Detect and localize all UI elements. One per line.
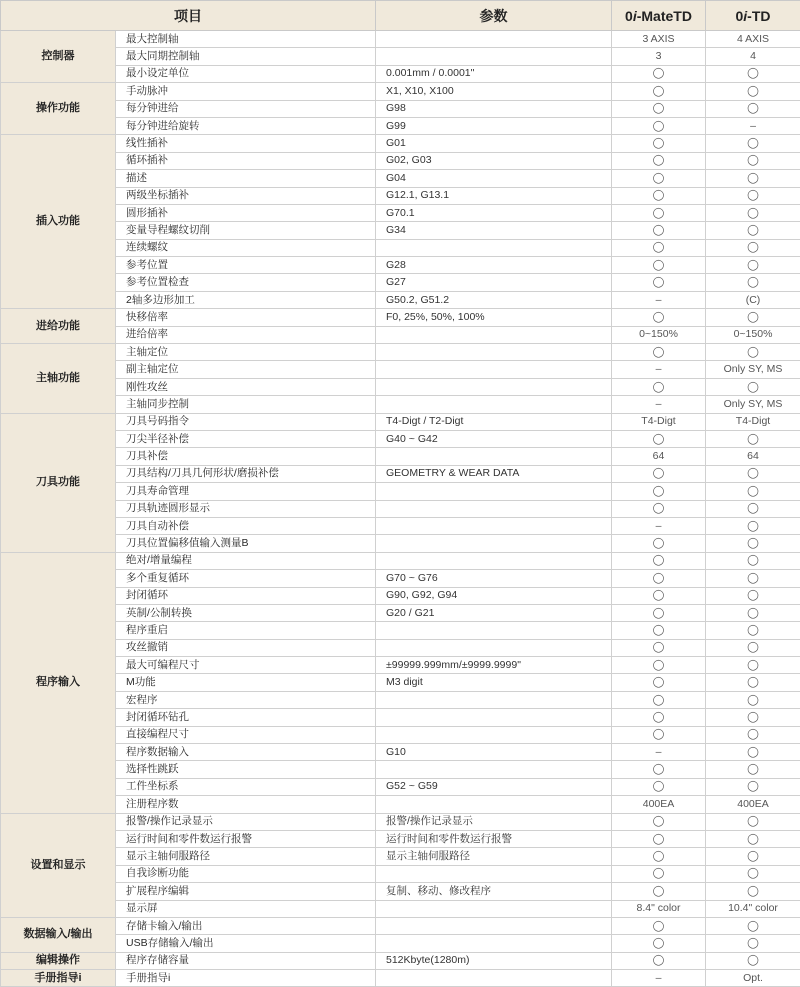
td-value-cell: ◯ bbox=[706, 952, 800, 969]
table-row bbox=[1, 135, 800, 152]
table-row bbox=[1, 500, 800, 517]
item-cell: 绝对/增量编程 bbox=[116, 552, 376, 569]
td-value-cell: ◯ bbox=[706, 378, 800, 395]
param-cell: G02, G03 bbox=[376, 152, 612, 169]
item-cell: 手册指导i bbox=[116, 970, 376, 987]
matetd-value-cell: – bbox=[612, 744, 706, 761]
matetd-value-cell: ◯ bbox=[612, 222, 706, 239]
table-row bbox=[1, 848, 800, 865]
table-row bbox=[1, 239, 800, 256]
td-value-cell: 4 AXIS bbox=[706, 31, 800, 48]
table-row bbox=[1, 396, 800, 413]
param-cell: G52 ~ G59 bbox=[376, 778, 612, 795]
table-row bbox=[1, 796, 800, 813]
matetd-value-cell: ◯ bbox=[612, 883, 706, 900]
category-cell: 数据输入/输出 bbox=[1, 917, 116, 952]
td-value-cell: ◯ bbox=[706, 726, 800, 743]
category-cell: 设置和显示 bbox=[1, 813, 116, 917]
td-value-cell: ◯ bbox=[706, 500, 800, 517]
matetd-value-cell: – bbox=[612, 396, 706, 413]
item-cell: 刀具寿命管理 bbox=[116, 483, 376, 500]
item-cell: 最大可编程尺寸 bbox=[116, 657, 376, 674]
matetd-value-cell: 3 bbox=[612, 48, 706, 65]
item-cell: 最大同期控制轴 bbox=[116, 48, 376, 65]
param-cell: T4-Digt / T2-Digt bbox=[376, 413, 612, 430]
td-value-cell: ◯ bbox=[706, 100, 800, 117]
item-cell: 注册程序数 bbox=[116, 796, 376, 813]
matetd-value-cell: ◯ bbox=[612, 813, 706, 830]
table-body bbox=[1, 31, 800, 987]
category-cell: 主轴功能 bbox=[1, 344, 116, 414]
item-cell: 程序存储容量 bbox=[116, 952, 376, 969]
param-cell bbox=[376, 517, 612, 534]
table-row bbox=[1, 622, 800, 639]
param-cell: G01 bbox=[376, 135, 612, 152]
param-cell bbox=[376, 344, 612, 361]
param-cell bbox=[376, 900, 612, 917]
table-row bbox=[1, 31, 800, 48]
param-cell bbox=[376, 31, 612, 48]
item-cell: 报警/操作记录显示 bbox=[116, 813, 376, 830]
table-row bbox=[1, 726, 800, 743]
table-row bbox=[1, 535, 800, 552]
item-cell: 程序重启 bbox=[116, 622, 376, 639]
param-cell: GEOMETRY & WEAR DATA bbox=[376, 465, 612, 482]
param-cell bbox=[376, 500, 612, 517]
param-cell: G20 / G21 bbox=[376, 604, 612, 621]
param-cell: G90, G92, G94 bbox=[376, 587, 612, 604]
matetd-value-cell: ◯ bbox=[612, 378, 706, 395]
param-cell bbox=[376, 239, 612, 256]
param-cell: M3 digit bbox=[376, 674, 612, 691]
td-value-cell: ◯ bbox=[706, 204, 800, 221]
item-cell: 封闭循环 bbox=[116, 587, 376, 604]
matetd-value-cell: ◯ bbox=[612, 100, 706, 117]
table-row bbox=[1, 709, 800, 726]
td-value-cell: ◯ bbox=[706, 709, 800, 726]
table-row bbox=[1, 83, 800, 100]
matetd-value-cell: – bbox=[612, 517, 706, 534]
matetd-value-cell: ◯ bbox=[612, 500, 706, 517]
item-cell: 攻丝撤销 bbox=[116, 639, 376, 656]
param-cell bbox=[376, 917, 612, 934]
item-cell: 刀具轨迹圆形显示 bbox=[116, 500, 376, 517]
param-cell: G04 bbox=[376, 170, 612, 187]
matetd-value-cell: ◯ bbox=[612, 604, 706, 621]
table-row bbox=[1, 900, 800, 917]
td-value-cell: ◯ bbox=[706, 848, 800, 865]
item-cell: M功能 bbox=[116, 674, 376, 691]
td-value-cell: ◯ bbox=[706, 535, 800, 552]
td-value-cell: 0~150% bbox=[706, 326, 800, 343]
matetd-value-cell: – bbox=[612, 970, 706, 987]
item-cell: 连续螺纹 bbox=[116, 239, 376, 256]
param-cell bbox=[376, 691, 612, 708]
item-cell: 参考位置 bbox=[116, 257, 376, 274]
param-cell bbox=[376, 709, 612, 726]
matetd-value-cell: ◯ bbox=[612, 691, 706, 708]
category-cell: 插入功能 bbox=[1, 135, 116, 309]
td-value-cell: ◯ bbox=[706, 639, 800, 656]
item-cell: 手动脉冲 bbox=[116, 83, 376, 100]
matetd-value-cell: ◯ bbox=[612, 778, 706, 795]
item-cell: 刀具号码指令 bbox=[116, 413, 376, 430]
param-cell: G70 ~ G76 bbox=[376, 570, 612, 587]
table-row bbox=[1, 361, 800, 378]
matetd-value-cell: ◯ bbox=[612, 587, 706, 604]
table-row bbox=[1, 413, 800, 430]
param-cell: G12.1, G13.1 bbox=[376, 187, 612, 204]
param-cell: G40 ~ G42 bbox=[376, 430, 612, 447]
td-value-cell: ◯ bbox=[706, 83, 800, 100]
table-row bbox=[1, 517, 800, 534]
td-value-cell: – bbox=[706, 117, 800, 134]
item-cell: 每分钟进给 bbox=[116, 100, 376, 117]
param-cell bbox=[376, 865, 612, 882]
table-row bbox=[1, 570, 800, 587]
td-value-cell: ◯ bbox=[706, 657, 800, 674]
table-row bbox=[1, 100, 800, 117]
table-row bbox=[1, 761, 800, 778]
param-cell bbox=[376, 622, 612, 639]
param-cell bbox=[376, 448, 612, 465]
matetd-value-cell: ◯ bbox=[612, 465, 706, 482]
matetd-value-cell: 400EA bbox=[612, 796, 706, 813]
td-value-cell: ◯ bbox=[706, 744, 800, 761]
td-value-cell: ◯ bbox=[706, 517, 800, 534]
matetd-value-cell: ◯ bbox=[612, 935, 706, 952]
param-cell: G10 bbox=[376, 744, 612, 761]
item-cell: 参考位置检查 bbox=[116, 274, 376, 291]
td-value-cell: Only SY, MS bbox=[706, 361, 800, 378]
item-cell: 2轴多边形加工 bbox=[116, 291, 376, 308]
table-row bbox=[1, 970, 800, 987]
matetd-value-cell: ◯ bbox=[612, 657, 706, 674]
table-row bbox=[1, 691, 800, 708]
table-row bbox=[1, 657, 800, 674]
matetd-value-cell: ◯ bbox=[612, 865, 706, 882]
param-cell bbox=[376, 48, 612, 65]
param-cell bbox=[376, 535, 612, 552]
item-cell: 进给倍率 bbox=[116, 326, 376, 343]
header-model-matetd: 0i-MateTD bbox=[612, 1, 706, 31]
td-value-cell: 400EA bbox=[706, 796, 800, 813]
table-row bbox=[1, 344, 800, 361]
matetd-value-cell: ◯ bbox=[612, 952, 706, 969]
matetd-value-cell: ◯ bbox=[612, 430, 706, 447]
table-row bbox=[1, 552, 800, 569]
item-cell: 宏程序 bbox=[116, 691, 376, 708]
td-value-cell: T4-Digt bbox=[706, 413, 800, 430]
matetd-value-cell: ◯ bbox=[612, 483, 706, 500]
matetd-value-cell: ◯ bbox=[612, 552, 706, 569]
item-cell: 副主轴定位 bbox=[116, 361, 376, 378]
item-cell: 运行时间和零件数运行报警 bbox=[116, 830, 376, 847]
table-row bbox=[1, 187, 800, 204]
matetd-value-cell: ◯ bbox=[612, 187, 706, 204]
table-row bbox=[1, 291, 800, 308]
table-row bbox=[1, 604, 800, 621]
td-value-cell: Only SY, MS bbox=[706, 396, 800, 413]
matetd-value-cell: ◯ bbox=[612, 535, 706, 552]
td-value-cell: ◯ bbox=[706, 465, 800, 482]
matetd-value-cell: ◯ bbox=[612, 830, 706, 847]
param-cell: ±99999.999mm/±9999.9999" bbox=[376, 657, 612, 674]
td-value-cell: 64 bbox=[706, 448, 800, 465]
item-cell: 最小设定单位 bbox=[116, 65, 376, 82]
td-value-cell: ◯ bbox=[706, 604, 800, 621]
matetd-value-cell: ◯ bbox=[612, 761, 706, 778]
header-item: 项目 bbox=[1, 1, 376, 31]
param-cell bbox=[376, 761, 612, 778]
table-row bbox=[1, 430, 800, 447]
item-cell: 变量导程螺纹切削 bbox=[116, 222, 376, 239]
td-value-cell: ◯ bbox=[706, 570, 800, 587]
param-cell: G99 bbox=[376, 117, 612, 134]
matetd-value-cell: ◯ bbox=[612, 917, 706, 934]
category-cell: 操作功能 bbox=[1, 83, 116, 135]
item-cell: 显示屏 bbox=[116, 900, 376, 917]
td-value-cell: ◯ bbox=[706, 778, 800, 795]
matetd-value-cell: T4-Digt bbox=[612, 413, 706, 430]
matetd-value-cell: 64 bbox=[612, 448, 706, 465]
table-row bbox=[1, 257, 800, 274]
table-row bbox=[1, 448, 800, 465]
item-cell: 存储卡输入/输出 bbox=[116, 917, 376, 934]
table-row bbox=[1, 378, 800, 395]
td-value-cell: ◯ bbox=[706, 274, 800, 291]
table-row bbox=[1, 117, 800, 134]
item-cell: 刚性攻丝 bbox=[116, 378, 376, 395]
item-cell: 扩展程序编辑 bbox=[116, 883, 376, 900]
item-cell: 刀尖半径补偿 bbox=[116, 430, 376, 447]
td-value-cell: (C) bbox=[706, 291, 800, 308]
matetd-value-cell: ◯ bbox=[612, 344, 706, 361]
item-cell: 每分钟进给旋转 bbox=[116, 117, 376, 134]
td-value-cell: ◯ bbox=[706, 830, 800, 847]
matetd-value-cell: 8.4" color bbox=[612, 900, 706, 917]
header-model-td: 0i-TD bbox=[706, 1, 800, 31]
td-value-cell: ◯ bbox=[706, 239, 800, 256]
item-cell: 工件坐标系 bbox=[116, 778, 376, 795]
item-cell: 圆形插补 bbox=[116, 204, 376, 221]
td-value-cell: ◯ bbox=[706, 935, 800, 952]
table-row bbox=[1, 309, 800, 326]
param-cell bbox=[376, 483, 612, 500]
param-cell bbox=[376, 396, 612, 413]
param-cell: 显示主轴伺服路径 bbox=[376, 848, 612, 865]
item-cell: 两级坐标插补 bbox=[116, 187, 376, 204]
td-value-cell: ◯ bbox=[706, 152, 800, 169]
table-row bbox=[1, 674, 800, 691]
td-value-cell: 4 bbox=[706, 48, 800, 65]
table-row bbox=[1, 326, 800, 343]
table-row bbox=[1, 744, 800, 761]
table-row bbox=[1, 204, 800, 221]
td-value-cell: ◯ bbox=[706, 65, 800, 82]
matetd-value-cell: ◯ bbox=[612, 726, 706, 743]
td-value-cell: ◯ bbox=[706, 813, 800, 830]
td-value-cell: ◯ bbox=[706, 187, 800, 204]
matetd-value-cell: – bbox=[612, 291, 706, 308]
item-cell: 刀具补偿 bbox=[116, 448, 376, 465]
table-row bbox=[1, 170, 800, 187]
item-cell: 快移倍率 bbox=[116, 309, 376, 326]
param-cell: G27 bbox=[376, 274, 612, 291]
table-row bbox=[1, 883, 800, 900]
param-cell bbox=[376, 796, 612, 813]
param-cell: X1, X10, X100 bbox=[376, 83, 612, 100]
table-row bbox=[1, 865, 800, 882]
td-value-cell: ◯ bbox=[706, 309, 800, 326]
table-row bbox=[1, 813, 800, 830]
matetd-value-cell: ◯ bbox=[612, 239, 706, 256]
matetd-value-cell: 3 AXIS bbox=[612, 31, 706, 48]
param-cell bbox=[376, 378, 612, 395]
td-value-cell: ◯ bbox=[706, 222, 800, 239]
matetd-value-cell: ◯ bbox=[612, 135, 706, 152]
matetd-value-cell: ◯ bbox=[612, 152, 706, 169]
table-row bbox=[1, 222, 800, 239]
table-header bbox=[1, 1, 800, 31]
category-cell: 控制器 bbox=[1, 31, 116, 83]
category-cell: 编辑操作 bbox=[1, 952, 116, 969]
item-cell: 线性插补 bbox=[116, 135, 376, 152]
td-value-cell: ◯ bbox=[706, 674, 800, 691]
matetd-value-cell: ◯ bbox=[612, 83, 706, 100]
param-cell: G98 bbox=[376, 100, 612, 117]
param-cell: G50.2, G51.2 bbox=[376, 291, 612, 308]
param-cell bbox=[376, 361, 612, 378]
td-value-cell: ◯ bbox=[706, 917, 800, 934]
td-value-cell: ◯ bbox=[706, 257, 800, 274]
param-cell bbox=[376, 639, 612, 656]
item-cell: 直接编程尺寸 bbox=[116, 726, 376, 743]
td-value-cell: ◯ bbox=[706, 883, 800, 900]
param-cell: 0.001mm / 0.0001" bbox=[376, 65, 612, 82]
category-cell: 进给功能 bbox=[1, 309, 116, 344]
param-cell: 运行时间和零件数运行报警 bbox=[376, 830, 612, 847]
item-cell: 刀具结构/刀具几何形状/磨损补偿 bbox=[116, 465, 376, 482]
td-value-cell: 10.4" color bbox=[706, 900, 800, 917]
param-cell bbox=[376, 552, 612, 569]
matetd-value-cell: ◯ bbox=[612, 170, 706, 187]
td-value-cell: ◯ bbox=[706, 622, 800, 639]
table-row bbox=[1, 952, 800, 969]
param-cell: G70.1 bbox=[376, 204, 612, 221]
param-cell bbox=[376, 935, 612, 952]
matetd-value-cell: ◯ bbox=[612, 709, 706, 726]
matetd-value-cell: – bbox=[612, 361, 706, 378]
matetd-value-cell: ◯ bbox=[612, 204, 706, 221]
param-cell: F0, 25%, 50%, 100% bbox=[376, 309, 612, 326]
table-row bbox=[1, 639, 800, 656]
item-cell: 刀具位置偏移值输入测量B bbox=[116, 535, 376, 552]
item-cell: 选择性跳跃 bbox=[116, 761, 376, 778]
item-cell: 显示主轴伺服路径 bbox=[116, 848, 376, 865]
item-cell: 描述 bbox=[116, 170, 376, 187]
matetd-value-cell: ◯ bbox=[612, 309, 706, 326]
item-cell: 主轴同步控制 bbox=[116, 396, 376, 413]
td-value-cell: ◯ bbox=[706, 761, 800, 778]
matetd-value-cell: ◯ bbox=[612, 117, 706, 134]
table-row bbox=[1, 587, 800, 604]
item-cell: 最大控制轴 bbox=[116, 31, 376, 48]
param-cell: G34 bbox=[376, 222, 612, 239]
param-cell: G28 bbox=[376, 257, 612, 274]
table-row bbox=[1, 830, 800, 847]
td-value-cell: ◯ bbox=[706, 691, 800, 708]
matetd-value-cell: ◯ bbox=[612, 622, 706, 639]
td-value-cell: Opt. bbox=[706, 970, 800, 987]
td-value-cell: ◯ bbox=[706, 430, 800, 447]
table-row bbox=[1, 274, 800, 291]
param-cell: 报警/操作记录显示 bbox=[376, 813, 612, 830]
td-value-cell: ◯ bbox=[706, 552, 800, 569]
param-cell: 512Kbyte(1280m) bbox=[376, 952, 612, 969]
item-cell: 英制/公制转换 bbox=[116, 604, 376, 621]
table-row bbox=[1, 465, 800, 482]
matetd-value-cell: ◯ bbox=[612, 639, 706, 656]
item-cell: 自我诊断功能 bbox=[116, 865, 376, 882]
matetd-value-cell: ◯ bbox=[612, 674, 706, 691]
td-value-cell: ◯ bbox=[706, 344, 800, 361]
param-cell bbox=[376, 326, 612, 343]
matetd-value-cell: ◯ bbox=[612, 570, 706, 587]
item-cell: 程序数据输入 bbox=[116, 744, 376, 761]
table-row bbox=[1, 935, 800, 952]
param-cell bbox=[376, 970, 612, 987]
matetd-value-cell: ◯ bbox=[612, 274, 706, 291]
table-row bbox=[1, 778, 800, 795]
td-value-cell: ◯ bbox=[706, 865, 800, 882]
table-row bbox=[1, 152, 800, 169]
table-row bbox=[1, 65, 800, 82]
param-cell: 复制、移动、修改程序 bbox=[376, 883, 612, 900]
param-cell bbox=[376, 726, 612, 743]
category-cell: 程序输入 bbox=[1, 552, 116, 813]
table-row bbox=[1, 483, 800, 500]
td-value-cell: ◯ bbox=[706, 135, 800, 152]
matetd-value-cell: ◯ bbox=[612, 65, 706, 82]
matetd-value-cell: ◯ bbox=[612, 848, 706, 865]
matetd-value-cell: 0~150% bbox=[612, 326, 706, 343]
table-row bbox=[1, 48, 800, 65]
item-cell: 主轴定位 bbox=[116, 344, 376, 361]
table-row bbox=[1, 917, 800, 934]
item-cell: 多个重复循环 bbox=[116, 570, 376, 587]
matetd-value-cell: ◯ bbox=[612, 257, 706, 274]
td-value-cell: ◯ bbox=[706, 170, 800, 187]
item-cell: 封闭循环钻孔 bbox=[116, 709, 376, 726]
td-value-cell: ◯ bbox=[706, 587, 800, 604]
header-param: 参数 bbox=[376, 1, 612, 31]
item-cell: 刀具自动补偿 bbox=[116, 517, 376, 534]
item-cell: USB存储输入/输出 bbox=[116, 935, 376, 952]
td-value-cell: ◯ bbox=[706, 483, 800, 500]
category-cell: 手册指导i bbox=[1, 970, 116, 987]
category-cell: 刀具功能 bbox=[1, 413, 116, 552]
item-cell: 循环插补 bbox=[116, 152, 376, 169]
